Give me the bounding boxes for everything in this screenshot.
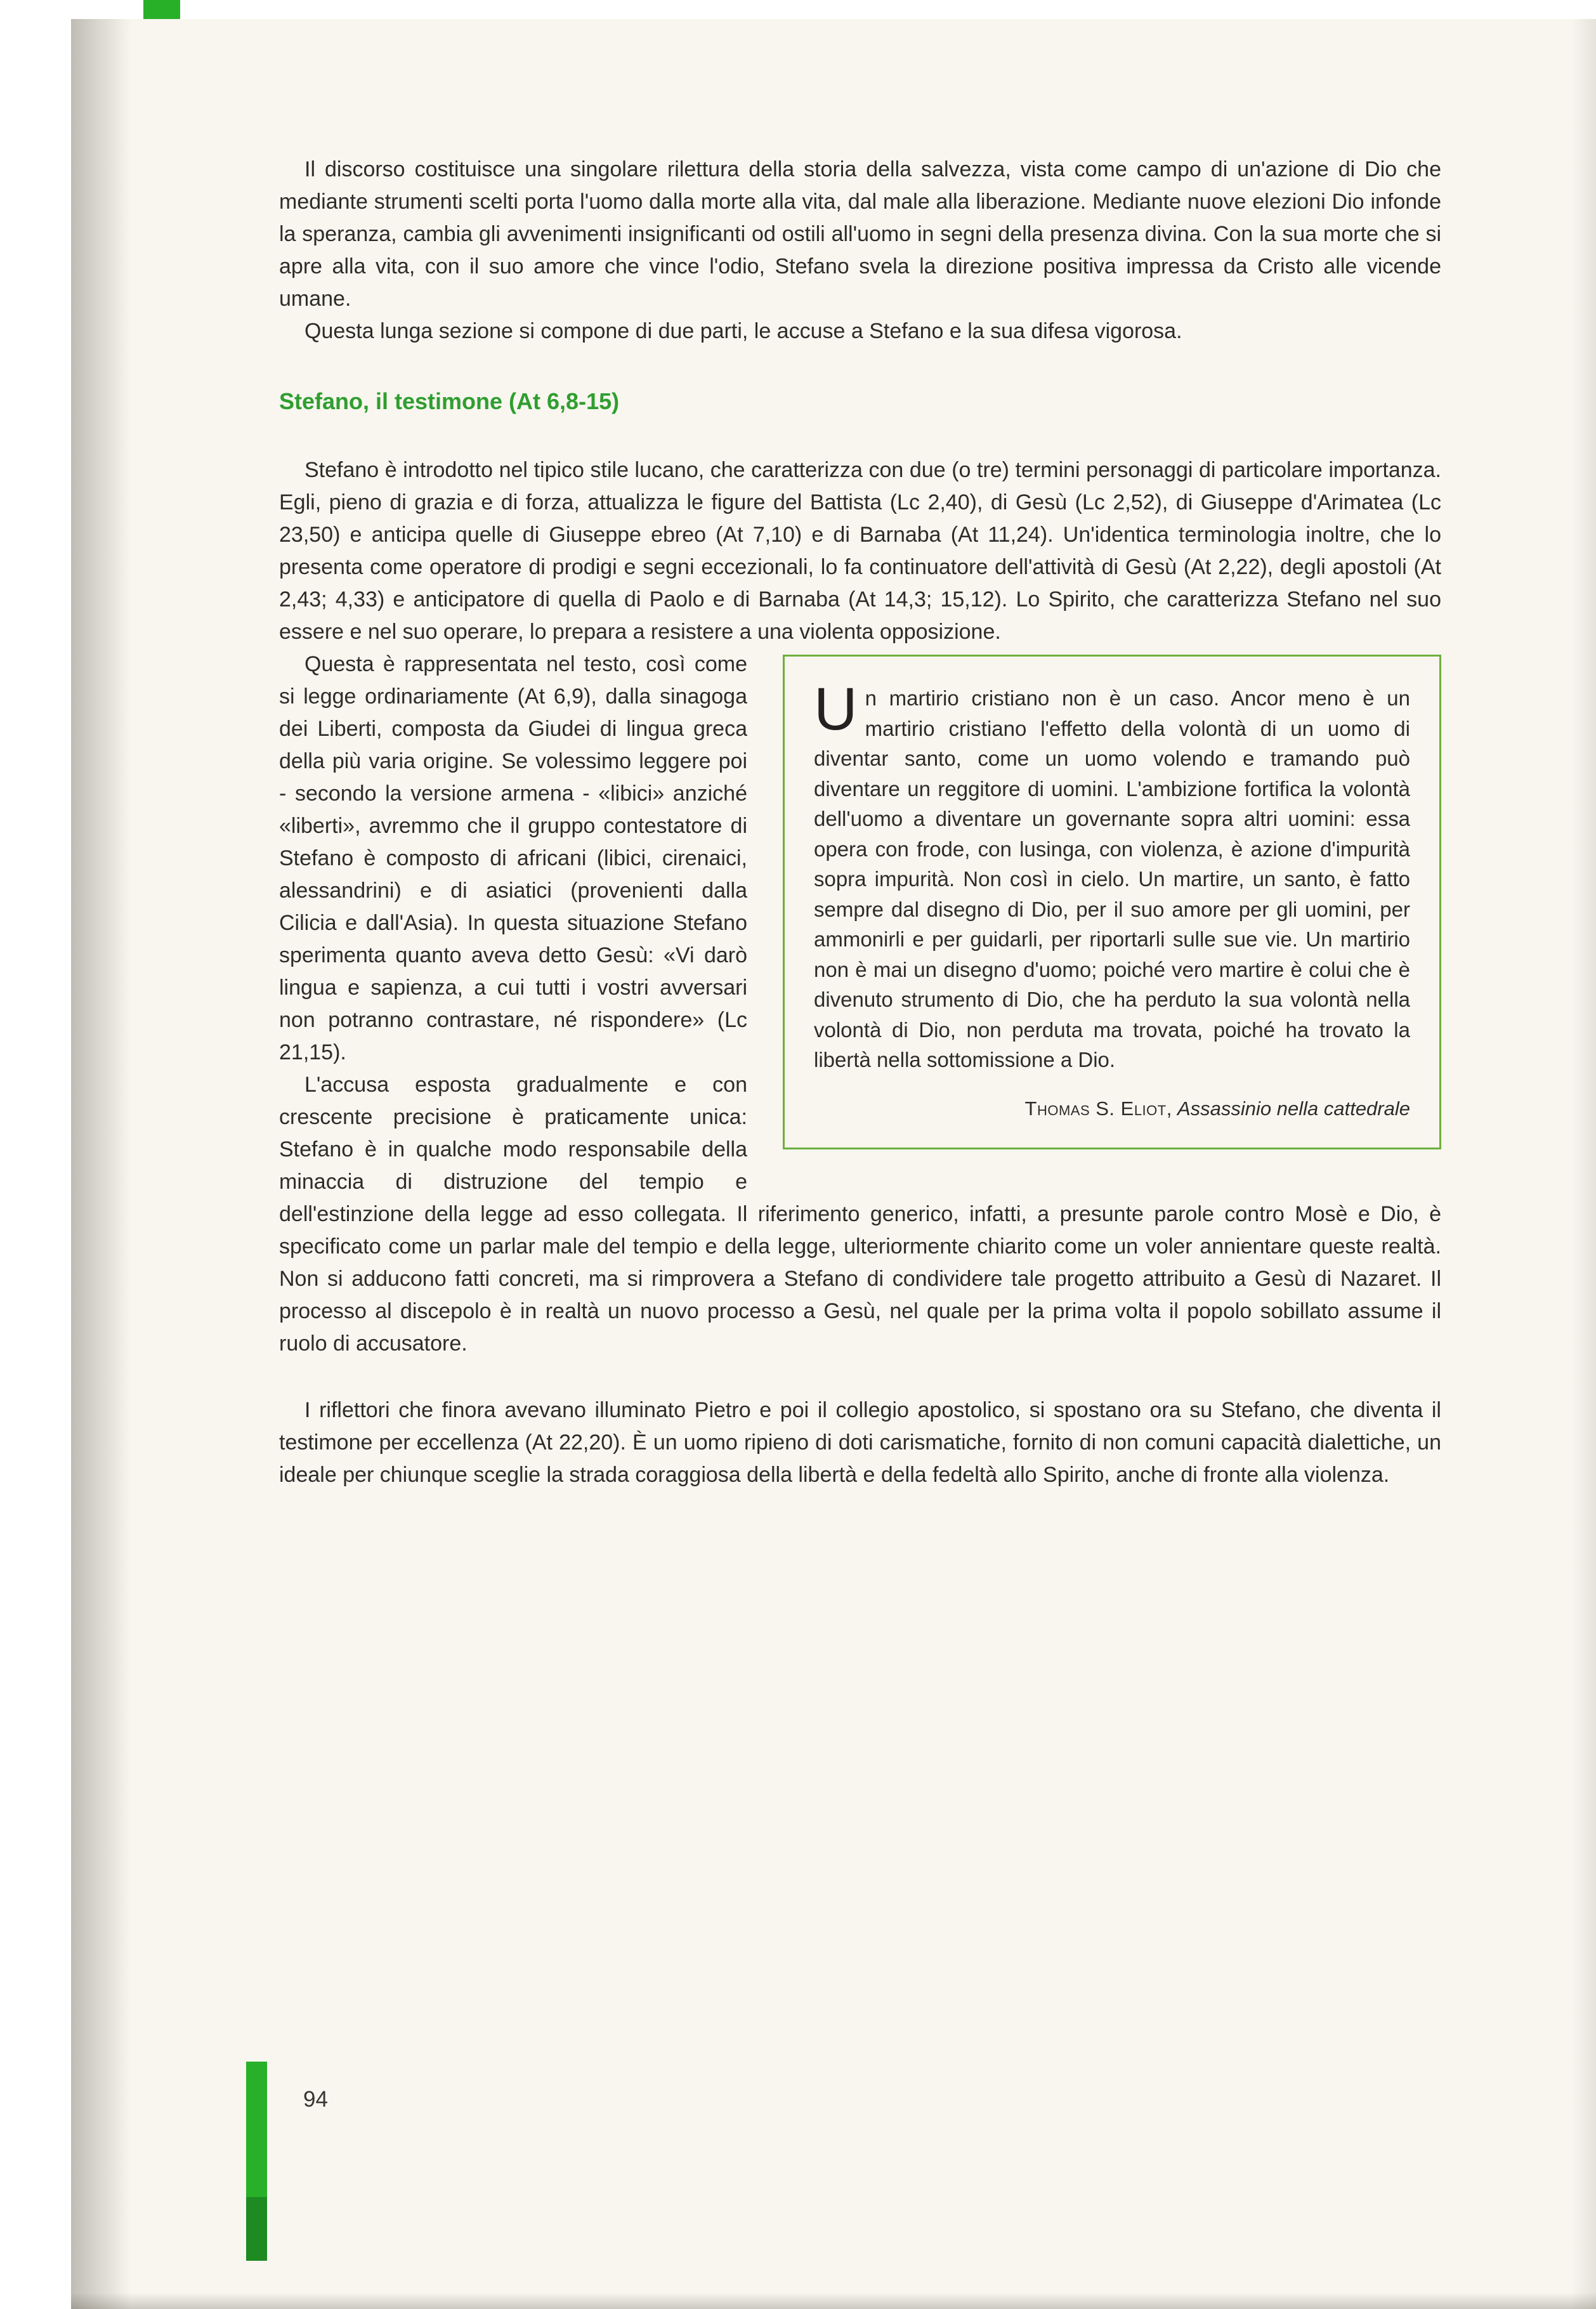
attribution-separator: , [1166, 1097, 1177, 1120]
paragraph-intro-2: Questa lunga sezione si compone di due parti, le accuse a Stefano e la sua difesa vigorosa. [304, 319, 1182, 343]
paragraph-sinagoga: Questa è rappresentata nel testo, così come si legge ordinariamente (At 6,9), dalla sinagoga dei Liberti, composta da Giudei di lingua greca della più varia origine. Se volessimo leggere poi - secondo la versione armena - «libici» anziché «liberti», avremmo che il gruppo contestatore di Stefano è composto di africani (libici, cirenaici, alessandrini) e di asiatici (provenienti dalla Cilicia e dall'Asia). In questa situazione Stefano sperimenta quanto aveva detto Gesù: «Vi darò lingua e sapienza, a cui tutti i vostri avversari non potranno contrastare, né rispondere» (Lc 21,15). [279, 652, 747, 1064]
quote-box [783, 655, 1441, 1149]
main-text-block [279, 154, 1441, 1491]
section-color-bar [246, 2062, 267, 2261]
page-bottom-shadow [71, 2293, 1596, 2309]
paragraph-stefano-intro: Stefano è introdotto nel tipico stile lucano, che caratterizza con due (o tre) termini personaggi di particolare importanza. Egli, pieno di grazia e di forza, attualizza le figure del Battista (Lc 2,40), di Gesù (Lc 2,52), di Giuseppe d'Arimatea (Lc 23,50) e anticipa quelle di Giuseppe ebreo (At 7,10) e di Barnaba (At 11,24). Un'identica terminologia inoltre, che lo presenta come operatore di prodigi e segni eccezionali, lo fa continuatore dell'attività di Gesù (At 2,22), degli apostoli (At 2,43; 4,33) e anticipatore di quella di Paolo e di Barnaba (At 14,3; 15,12). Lo Spirito, che caratterizza Stefano nel suo essere e nel suo operare, lo prepara a resistere a una violenta opposizione. [279, 458, 1441, 644]
dropcap-letter: U [814, 676, 858, 743]
page-number: 94 [303, 2087, 328, 2112]
print-mark-top [143, 0, 180, 19]
quote-body: n martirio cristiano non è un caso. Ancor meno è un martirio cristiano l'effetto della volontà di un uomo di diventar santo, come un uomo volendo e tramando può diventare un reggitore di uomini. L'ambizione fortifica la volontà dell'uomo a diventare un governante sopra altri uomini: essa opera con frode, con lusinga, con violenza, è azione d'impurità sopra impurità. Non così in cielo. Un martire, un santo, è fatto sempre dal disegno di Dio, per il suo amore per gli uomini, per ammonirli e per guidarli, per riportarli sulle sue vie. Un martirio non è mai un disegno d'uomo; poiché vero martire è colui che è divenuto strumento di Dio, che ha perduto la sua volontà nella volontà di Dio, non perduta ma trovata, poiché ha trovato la libertà nella sottomissione a Dio. [814, 686, 1410, 1072]
paragraph-accusa: L'accusa esposta gradualmente e con crescente precisione è praticamente unica: Stefano è in qualche modo responsabile della minaccia di distruzione del tempio e dell'estinzione della legge ad esso collegata. Il riferimento generico, infatti, a presunte parole contro Mosè e Dio, è specificato come un parlar male del tempio e della legge, ulteriormente chiarito come un voler annientare queste realtà. Non si adducono fatti concreti, ma si rimprovera a Stefano di condividere tale progetto attribuito a Gesù di Nazaret. Il processo al discepolo è in realtà un nuovo processo a Gesù, nel quale per la prima volta il popolo sobillato assume il ruolo di accusatore. [279, 1073, 1441, 1356]
section-heading: Stefano, il testimone (At 6,8-15) [279, 388, 620, 414]
attribution-work-title: Assassinio nella cattedrale [1177, 1097, 1410, 1120]
paragraph-riflettori: I riflettori che finora avevano illuminato Pietro e poi il collegio apostolico, si spostano ora su Stefano, che diventa il testimone per eccellenza (At 22,20). È un uomo ripieno di doti carismatiche, fornito di non comuni capacità dialettiche, un ideale per chiunque sceglie la strada coraggiosa della libertà e della fedeltà allo Spirito, anche di fronte alla violenza. [279, 1398, 1441, 1487]
paragraph-intro-1: Il discorso costituisce una singolare rilettura della storia della salvezza, vista come campo di un'azione di Dio che mediante strumenti scelti porta l'uomo dalla morte alla vita, dal male alla liberazione. Mediante nuove elezioni Dio infonde la speranza, cambia gli avvenimenti insignificanti od ostili all'uomo in segni della presenza divina. Con la sua morte che si apre alla vita, con il suo amore che vince l'odio, Stefano svela la direzione positiva impressa da Cristo alle vicende umane. [279, 157, 1441, 311]
quote-text [814, 676, 1410, 1075]
quote-attribution [814, 1094, 1410, 1124]
attribution-author: Thomas S. Eliot [1024, 1097, 1167, 1120]
